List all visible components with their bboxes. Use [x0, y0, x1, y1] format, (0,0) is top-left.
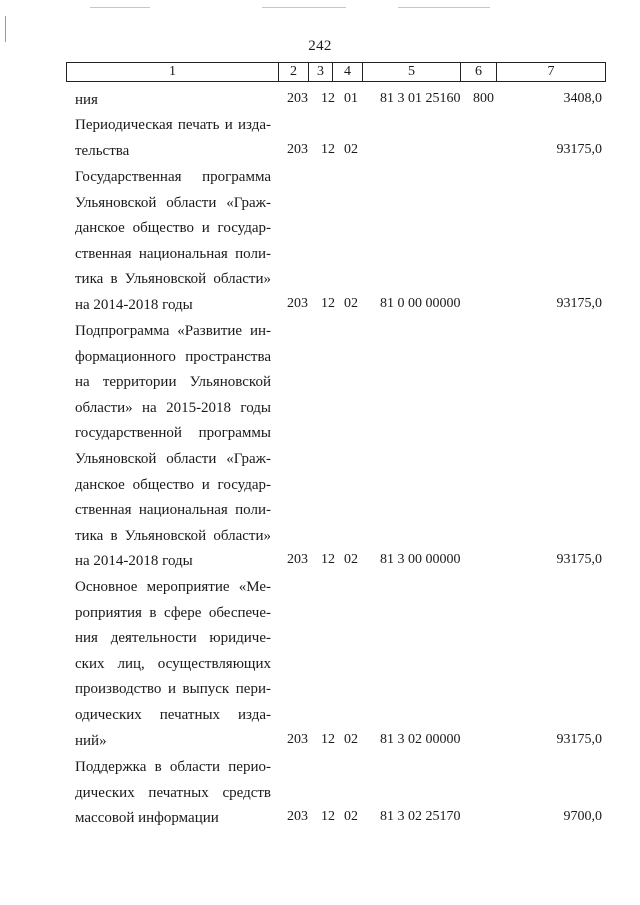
page-number: 242	[308, 38, 332, 54]
description-line: области» на 2015-2018 годы	[75, 399, 271, 416]
section-code: 12	[321, 731, 335, 747]
description-line: Периодическая печать и изда-	[75, 117, 271, 133]
description-line: на 2014-2018 годы	[75, 296, 193, 313]
description-line: на 2014-2018 годы	[75, 553, 193, 570]
ministry-code: 203	[287, 552, 308, 568]
description-line: тика в Ульяновской области»	[75, 527, 271, 544]
subsection-code: 02	[344, 552, 358, 568]
amount-value: 93175,0	[556, 296, 602, 311]
description-line: одических печатных изда-	[75, 706, 271, 723]
description-line: роприятия в сфере обеспече-	[75, 604, 271, 621]
description-line: Поддержка в области перио-	[75, 759, 271, 775]
description-line: Основное мероприятие «Ме-	[75, 579, 271, 595]
description-line: государственной программы	[75, 425, 271, 442]
subsection-code: 02	[344, 141, 358, 157]
description-line: Ульяновской области «Граж-	[75, 450, 271, 467]
description-line: на территории Ульяновской	[75, 374, 271, 391]
description-line: тика в Ульяновской области»	[75, 271, 271, 288]
row-description	[75, 165, 271, 319]
description-line: формационного пространства	[75, 348, 271, 365]
expense-type-code: 800	[473, 91, 494, 106]
description-line: тельства	[75, 142, 130, 159]
amount-value: 9700,0	[563, 809, 602, 825]
column-header-2: 2	[279, 63, 309, 82]
section-code: 12	[321, 91, 335, 106]
description-line: массовой информации	[75, 810, 219, 827]
column-header-4: 4	[333, 63, 363, 82]
description-line: Государственная программа	[75, 169, 271, 185]
description-line: данское общество и государ-	[75, 220, 271, 237]
description-line: ний»	[75, 732, 107, 749]
ministry-code: 203	[287, 809, 308, 825]
row-description	[75, 113, 271, 164]
row-description	[75, 319, 271, 575]
row-description	[75, 88, 271, 114]
section-code: 12	[321, 296, 335, 311]
column-header-7: 7	[497, 63, 606, 82]
subsection-code: 02	[344, 731, 358, 747]
target-article-code: 81 3 00 00000	[380, 552, 461, 568]
description-line: ния	[75, 92, 98, 108]
description-line: ских лиц, осуществляющих	[75, 655, 271, 672]
description-line: ственная национальная поли-	[75, 502, 271, 519]
amount-value: 3408,0	[563, 91, 602, 106]
description-line: данское общество и государ-	[75, 476, 271, 493]
row-description	[75, 755, 271, 832]
target-article-code: 81 3 02 00000	[380, 731, 461, 747]
ministry-code: 203	[287, 296, 308, 311]
description-line: ния деятельности юридиче-	[75, 630, 271, 647]
target-article-code: 81 0 00 00000	[380, 296, 461, 311]
ministry-code: 203	[287, 91, 308, 106]
subsection-code: 02	[344, 296, 358, 311]
column-header-3: 3	[309, 63, 333, 82]
section-code: 12	[321, 552, 335, 568]
description-line: Подпрограмма «Развитие ин-	[75, 323, 271, 339]
ministry-code: 203	[287, 731, 308, 747]
subsection-code: 02	[344, 809, 358, 825]
column-header-5: 5	[363, 63, 461, 82]
amount-value: 93175,0	[556, 731, 602, 747]
amount-value: 93175,0	[556, 141, 602, 157]
description-line: производство и выпуск пери-	[75, 681, 271, 698]
target-article-code: 81 3 01 25160	[380, 91, 461, 106]
section-code: 12	[321, 141, 335, 157]
description-line: дических печатных средств	[75, 784, 271, 801]
row-description	[75, 575, 271, 754]
column-header-1: 1	[67, 63, 279, 82]
section-code: 12	[321, 809, 335, 825]
description-line: ственная национальная поли-	[75, 245, 271, 262]
target-article-code: 81 3 02 25170	[380, 809, 461, 825]
amount-value: 93175,0	[556, 552, 602, 568]
ministry-code: 203	[287, 141, 308, 157]
column-header-6: 6	[461, 63, 497, 82]
description-line: Ульяновской области «Граж-	[75, 194, 271, 211]
subsection-code: 01	[344, 91, 358, 106]
